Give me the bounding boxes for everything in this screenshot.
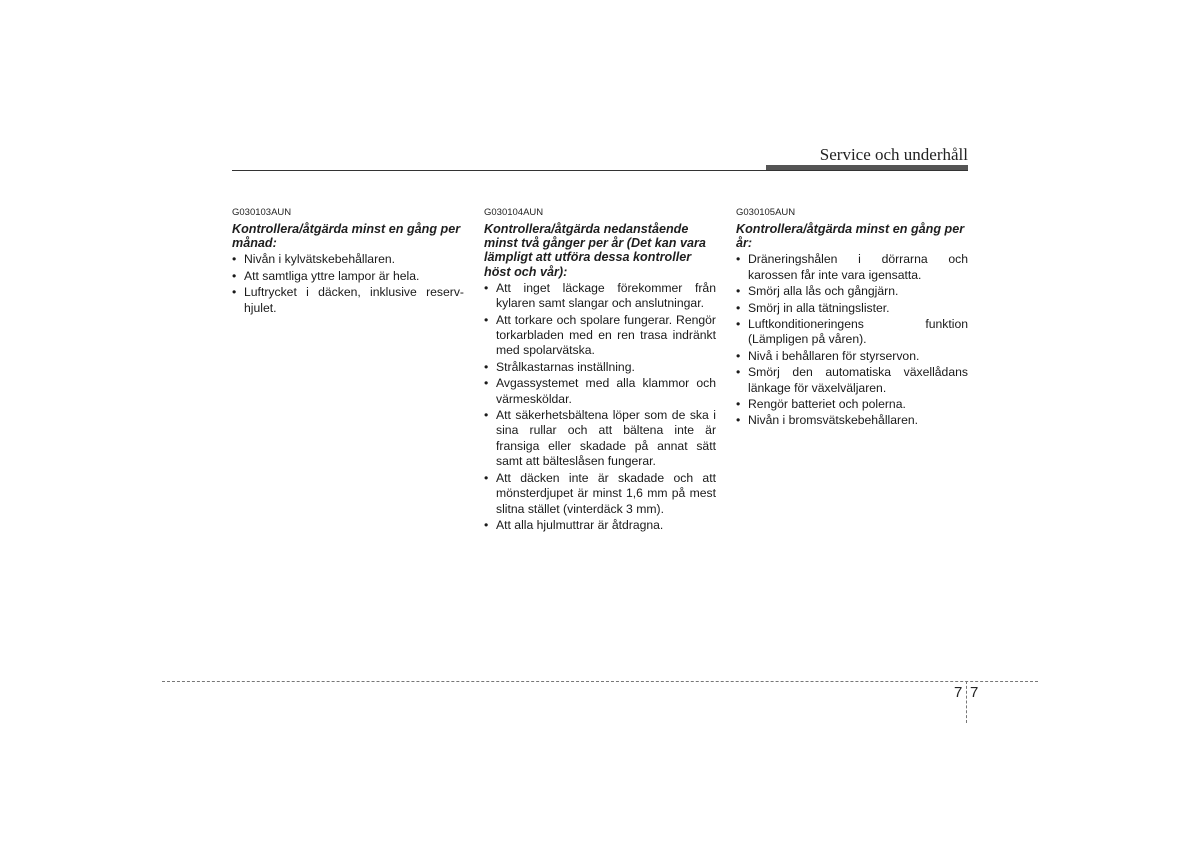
column-yearly [736,207,968,430]
list-item: • Smörj in alla tätningslister. [736,301,968,316]
section-code: G030105AUN [736,207,796,218]
list-item: • Smörj alla lås och gångjärn. [736,284,968,299]
chapter-number: 7 [954,684,963,701]
list-item: • Nivå i behållaren för styrservon. [736,349,968,364]
page-number: 7 [970,684,979,701]
footer-separator [966,681,967,723]
footer-divider [162,681,1038,682]
section-heading: Kontrollera/åtgärda nedanstående minst två gånger per år (Det kan vara lämpligt att utföra dessa kontroller höst och vår): [484,222,706,279]
list-item: • Rengör batteriet och polerna. [736,397,968,412]
list-item: • Att säkerhetsbältena löper som de ska i sina rullar och att bältena inte är fransiga eller skadade på annat sätt samt att bälteslåsen fungerar. [484,408,716,470]
list-item: • Att samtliga yttre lampor är hela. [232,269,464,284]
list-item: • Luftrycket i däcken, inklusive reserv-hjulet. [232,285,464,316]
header-divider [232,170,968,171]
list-item: • Luftkonditioneringens funktion (Lämpligen på våren). [736,317,968,348]
section-heading: Kontrollera/åtgärda minst en gång per månad: [232,222,461,251]
section-code: G030104AUN [484,207,544,218]
list-item: • Att inget läckage förekommer från kylaren samt slangar och anslutningar. [484,281,716,312]
list-item: • Strålkastarnas inställning. [484,360,716,375]
checklist [736,252,968,428]
list-item: • Nivån i bromsvätskebehållaren. [736,413,968,428]
checklist [232,252,464,316]
list-item: • Att torkare och spolare fungerar. Rengör torkarbladen med en ren trasa indränkt med spolarvätska. [484,313,716,359]
list-item: • Att däcken inte är skadade och att mönsterdjupet är minst 1,6 mm på mest slitna stället (vinterdäck 3 mm). [484,471,716,517]
checklist [484,281,716,534]
list-item: • Smörj den automatiska växellådans länkage för växelväljaren. [736,365,968,396]
list-item: • Att alla hjulmuttrar är åtdragna. [484,518,716,533]
list-item: • Nivån i kylvätskebehållaren. [232,252,464,267]
section-code: G030103AUN [232,207,292,218]
column-monthly [232,207,464,317]
list-item: • Avgassystemet med alla klammor och värmesköldar. [484,376,716,407]
list-item: • Dräneringshålen i dörrarna och karossen får inte vara igensatta. [736,252,968,283]
section-title: Service och underhåll [819,145,968,164]
column-twice-yearly [484,207,716,534]
section-heading: Kontrollera/åtgärda minst en gång per år: [736,222,965,251]
